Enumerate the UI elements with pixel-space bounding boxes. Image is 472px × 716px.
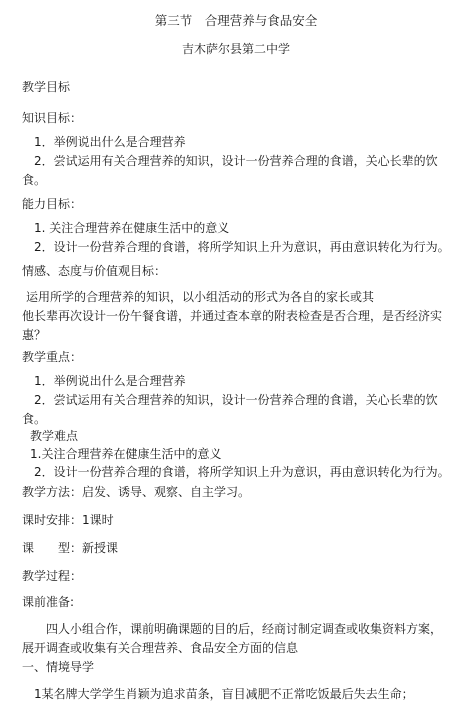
section-heading: 一、情境导学 xyxy=(22,660,95,674)
school-name: 吉木萨尔县第二中学 xyxy=(181,42,290,56)
prep-line: 展开调查或收集有关合理营养、食品安全方面的信息 xyxy=(22,641,299,655)
knowledge-item-continuation: 食。 xyxy=(22,173,47,187)
ability-heading: 能力目标： xyxy=(22,197,83,211)
teaching-goals-heading: 教学目标 xyxy=(22,80,71,94)
emotion-heading: 情感、态度与价值观目标： xyxy=(22,264,167,278)
page-title: 第三节 合理营养与食品安全 xyxy=(154,13,318,28)
process-heading: 教学过程： xyxy=(22,569,83,583)
key-points-item-continuation: 食。 xyxy=(22,412,47,426)
class-schedule: 课时安排：1课时 xyxy=(22,513,114,527)
difficulty-heading: 教学难点 xyxy=(30,429,79,443)
key-points-item: 2．尝试运用有关合理营养的知识，设计一份营养合理的食谱，关心长辈的饮 xyxy=(34,393,438,407)
ability-item: 1. 关注合理营养在健康生活中的意义 xyxy=(34,221,230,235)
section-line: 1某名牌大学学生肖颖为追求苗条，盲目减肥不正常吃饭最后失去生命； xyxy=(34,687,414,701)
key-points-item: 1．举例说出什么是合理营养 xyxy=(34,374,186,388)
key-points-heading: 教学重点： xyxy=(22,350,83,364)
emotion-line: 惠？ xyxy=(22,328,47,342)
knowledge-item: 1．举例说出什么是合理营养 xyxy=(34,135,186,149)
ability-item: 2．设计一份营养合理的食谱，将所学知识上升为意识，再由意识转化为行为。 xyxy=(34,240,450,254)
difficulty-item: 2．设计一份营养合理的食谱，将所学知识上升为意识，再由意识转化为行为。 xyxy=(34,465,450,479)
knowledge-item: 2．尝试运用有关合理营养的知识，设计一份营养合理的食谱，关心长辈的饮 xyxy=(34,154,438,168)
emotion-line: 他长辈再次设计一份午餐食谱，并通过查本章的附表检查是否合理，是否经济实 xyxy=(22,309,443,323)
difficulty-item: 1.关注合理营养在健康生活中的意义 xyxy=(30,447,222,461)
lesson-type: 课 型：新授课 xyxy=(22,541,119,555)
emotion-line: 运用所学的合理营养的知识，以小组活动的形式为各自的家长或其 xyxy=(26,290,375,304)
prep-line: 四人小组合作，课前明确课题的目的后，经商讨制定调查或收集资料方案， xyxy=(46,622,443,636)
knowledge-heading: 知识目标： xyxy=(22,111,83,125)
prep-heading: 课前准备: xyxy=(22,595,75,609)
teaching-method: 教学方法：启发、诱导、观察、自主学习。 xyxy=(22,485,251,499)
